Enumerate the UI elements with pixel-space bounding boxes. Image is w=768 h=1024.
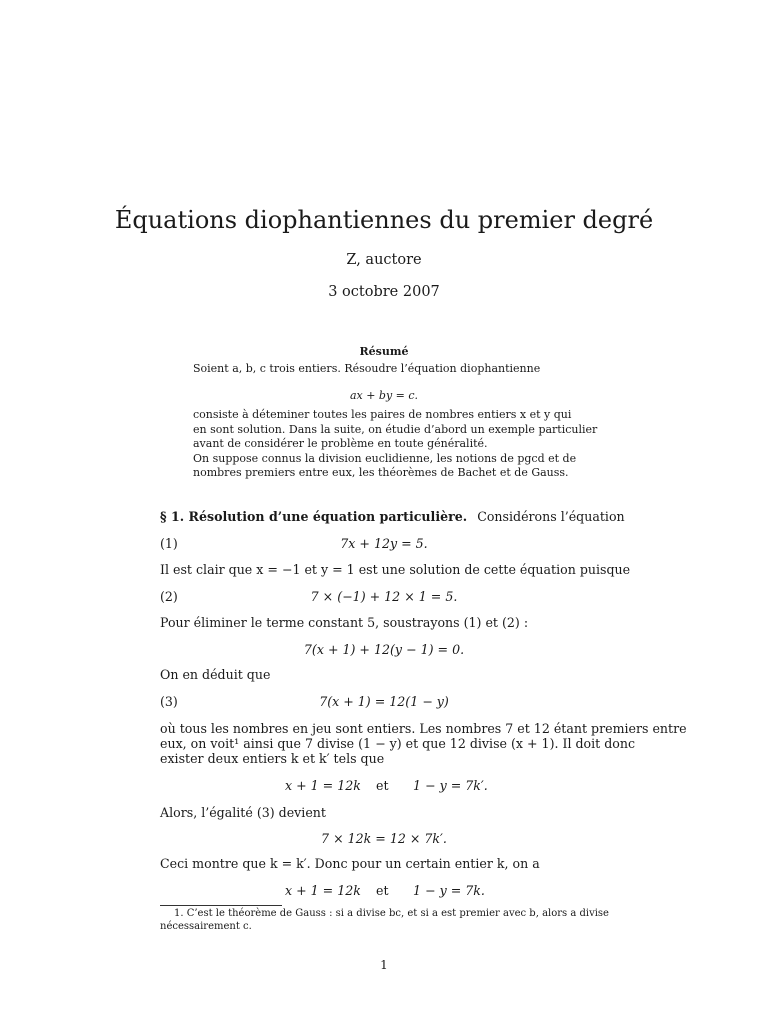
paragraph-6: Ceci montre que k = k′. Donc pour un certain entier k, on a xyxy=(160,856,540,871)
footnote-line-2: nécessairement c. xyxy=(160,921,252,932)
section-intro: Considérons l’équation xyxy=(477,509,625,524)
paragraph-4-line-2: eux, on voit¹ ainsi que 7 divise (1 − y) et que 12 divise (x + 1). Il doit donc xyxy=(160,736,636,751)
paragraph-4-line-3: exister deux entiers k et k′ tels que xyxy=(160,751,385,766)
abstract-line-1: Soient a, b, c trois entiers. Résoudre l’équation diophantienne xyxy=(193,362,541,375)
equation-difference: 7(x + 1) + 12(y − 1) = 0. xyxy=(303,642,465,657)
equation-2: 7 × (−1) + 12 × 1 = 5. xyxy=(310,589,458,604)
abstract-equation: ax + by = c. xyxy=(349,389,419,402)
abstract-line-5: On suppose connus la division euclidienne, les notions de pgcd et de xyxy=(193,452,577,465)
footnote-line-1: 1. C’est le théorème de Gauss : si a divise bc, et si a est premier avec b, alors a divise xyxy=(174,908,609,919)
section-heading: § 1. Résolution d’une équation particulière. xyxy=(160,509,468,524)
paragraph-5: Alors, l’égalité (3) devient xyxy=(160,805,326,820)
equation-3: 7(x + 1) = 12(1 − y) xyxy=(319,694,449,709)
section-heading-line xyxy=(160,509,625,524)
abstract-line-3: en sont solution. Dans la suite, on étudie d’abord un exemple particulier xyxy=(193,423,598,436)
equation-5: 7 × 12k = 12 × 7k′. xyxy=(321,831,447,846)
equation-6a: x + 1 = 12k xyxy=(285,883,361,898)
equation-6-et: et xyxy=(376,883,389,898)
equation-number-1: (1) xyxy=(160,536,178,551)
date: 3 octobre 2007 xyxy=(328,284,440,300)
equation-number-2: (2) xyxy=(160,589,178,604)
abstract-heading: Résumé xyxy=(359,345,409,358)
equation-1: 7x + 12y = 5. xyxy=(340,536,428,551)
page-title: Équations diophantiennes du premier degré xyxy=(114,206,654,234)
page-number: 1 xyxy=(380,958,388,972)
equation-4-et: et xyxy=(376,778,389,793)
paragraph-4-line-1: où tous les nombres en jeu sont entiers. Les nombres 7 et 12 étant premiers entre xyxy=(160,721,687,736)
paragraph-3: On en déduit que xyxy=(160,667,271,682)
paragraph-2: Pour éliminer le terme constant 5, soustrayons (1) et (2) : xyxy=(160,615,529,630)
author: Z, auctore xyxy=(346,252,422,268)
abstract-line-6: nombres premiers entre eux, les théorèmes de Bachet et de Gauss. xyxy=(193,466,569,479)
abstract-line-2: consiste à déteminer toutes les paires de nombres entiers x et y qui xyxy=(193,408,572,421)
equation-4a: x + 1 = 12k xyxy=(285,778,361,793)
footnote-rule xyxy=(160,905,282,906)
equation-4b: 1 − y = 7k′. xyxy=(413,778,488,793)
equation-6b: 1 − y = 7k. xyxy=(413,883,485,898)
abstract-line-4: avant de considérer le problème en toute généralité. xyxy=(193,437,488,450)
paragraph-1: Il est clair que x = −1 et y = 1 est une solution de cette équation puisque xyxy=(160,562,631,577)
equation-number-3: (3) xyxy=(160,694,178,709)
